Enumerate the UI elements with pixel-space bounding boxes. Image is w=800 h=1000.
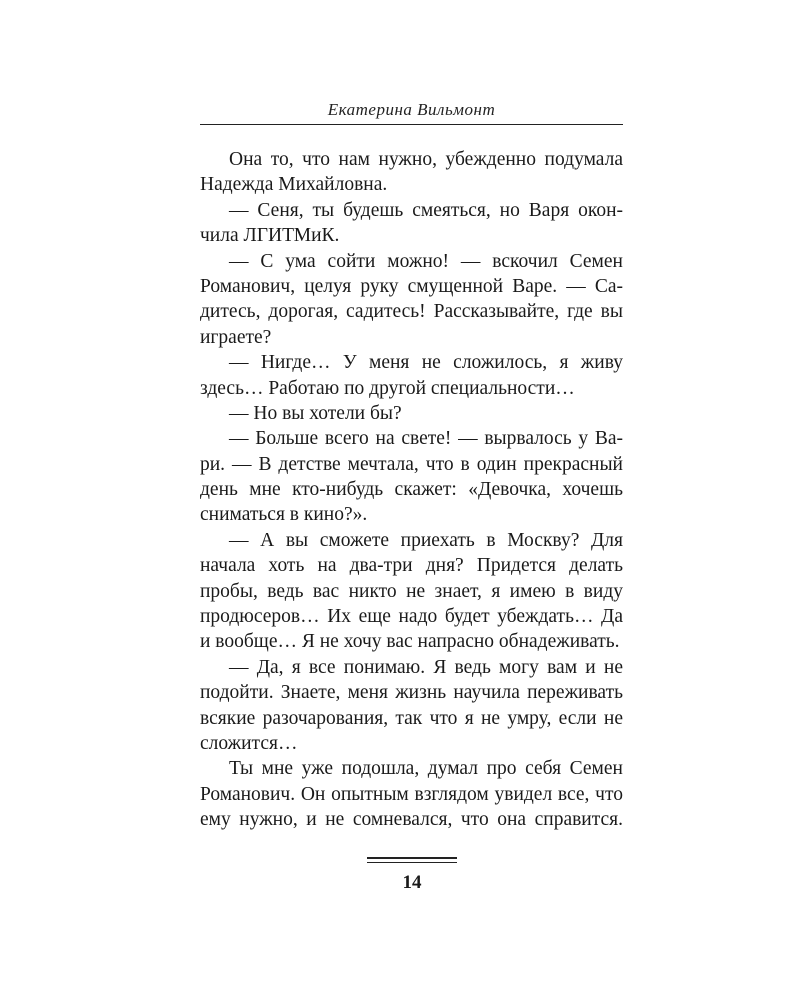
text-line: начала хоть на два-три дня? Придется делать [200, 555, 623, 577]
text-line: играете? [200, 326, 272, 348]
body-text [200, 147, 623, 833]
header-rule [200, 124, 623, 125]
text-line: пробы, ведь вас никто не знает, я имею в виду [200, 580, 623, 602]
text-line: продюсеров… Их еще надо будет убеждать… Да [200, 606, 623, 628]
text-line: день мне кто-нибудь скажет: «Девочка, хочешь [200, 479, 623, 501]
text-line: — Сеня, ты будешь смеяться, но Варя окон- [229, 199, 623, 221]
page-number: 14 [402, 872, 422, 893]
text-line: сложится… [200, 732, 298, 754]
text-line: — Да, я все понимаю. Я ведь могу вам и не [229, 656, 623, 678]
text-line: ри. — В детстве мечтала, что в один прекрасный [200, 453, 623, 475]
text-line: Ты мне уже подошла, думал про себя Семен [229, 758, 623, 780]
footer-double-rule [367, 857, 457, 863]
text-line: Она то, что нам нужно, убежденно подумала [229, 149, 623, 170]
text-line: подойти. Знаете, меня жизнь научила переживать [200, 682, 623, 704]
text-line: всякие разочарования, так что я не умру, если не [200, 707, 623, 729]
text-line: Романович. Он опытным взглядом увидел все, что [200, 783, 623, 805]
running-header: Екатерина Вильмонт [327, 100, 496, 119]
text-line: чила ЛГИТМиК. [200, 225, 340, 247]
text-line: — А вы сможете приехать в Москву? Для [229, 529, 623, 551]
text-line: — С ума сойти можно! — вскочил Семен [229, 250, 623, 272]
text-line: и вообще… Я не хочу вас напрасно обнадеживать. [200, 631, 620, 653]
text-line: — Но вы хотели бы? [229, 402, 402, 424]
text-line: сниматься в кино?». [200, 504, 368, 526]
text-line: Романович, целуя руку смущенной Варе. — Са- [200, 275, 623, 297]
text-line: Надежда Михайловна. [200, 174, 388, 196]
text-line: здесь… Работаю по другой специальности… [200, 377, 575, 399]
text-line: — Больше всего на свете! — вырвалось у Ва- [229, 428, 623, 450]
text-line: ему нужно, и не сомневался, что она справится. [200, 809, 623, 831]
text-line: дитесь, дорогая, садитесь! Рассказывайте, где вы [200, 301, 623, 323]
text-line: — Нигде… У меня не сложилось, я живу [229, 352, 623, 374]
